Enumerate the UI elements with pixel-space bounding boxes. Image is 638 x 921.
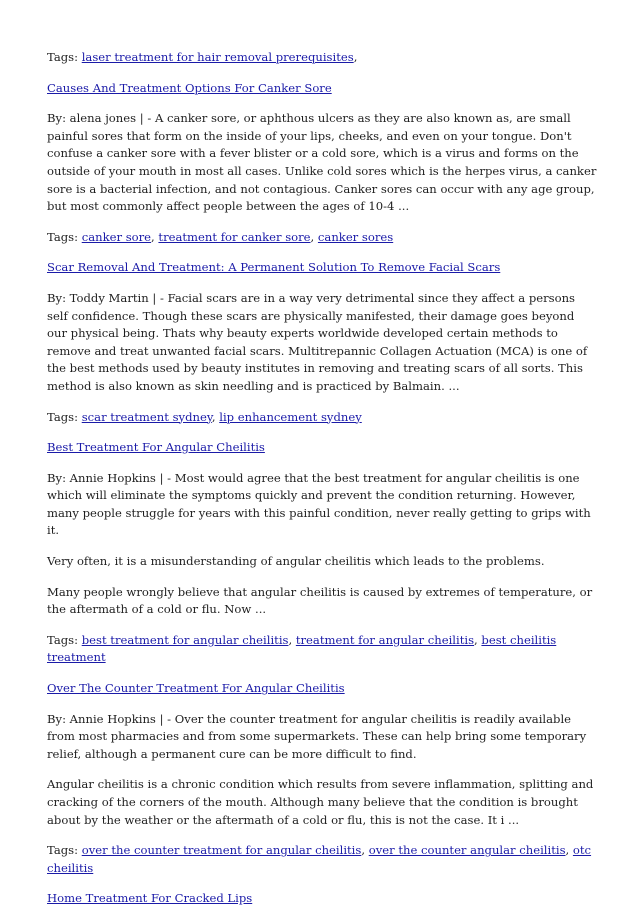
tags-label: Tags:: [47, 632, 79, 647]
tag-link[interactable]: over the counter angular cheilitis: [368, 843, 566, 858]
tag-link[interactable]: canker sore: [81, 229, 152, 244]
tag-link[interactable]: otc cheilitis: [47, 843, 592, 875]
tags-label: Tags:: [47, 409, 79, 424]
article-excerpt: Many people wrongly believe that angular cheilitis is caused by extremes of temperature, or the aftermath of a cold or flu. Now ...: [47, 584, 593, 617]
tags-line: Tags: laser treatment for hair removal prerequisites,: [47, 50, 358, 64]
article-excerpt: By: Toddy Martin | - Facial scars are in a way very detrimental since they affect a persons self confidence. Though these scars are physically manifested, their damage goes beyond our physical being. Thats why beauty experts worldwide developed certain methods to remove and treat unwanted facial scars. Multitrepannic Collagen Actuation (MCA) is one of the best methods used by beauty institutes in removing and treating scars of all sorts. This method is also known as skin needling and is practiced by Balmain. ...: [47, 290, 588, 393]
tags-line: Tags: scar treatment sydney, lip enhancement sydney: [47, 409, 362, 424]
article-title-link: [47, 890, 597, 908]
article-title[interactable]: Scar Removal And Treatment: A Permanent Solution To Remove Facial Scars: [47, 260, 501, 275]
article-title[interactable]: Best Treatment For Angular Cheilitis: [47, 440, 265, 455]
article-title-link: [47, 259, 597, 277]
tag-link[interactable]: over the counter treatment for angular cheilitis: [81, 843, 362, 858]
tags-line: Tags: best treatment for angular cheilitis, treatment for angular cheilitis, best cheilitis treatment: [47, 632, 557, 665]
article-title-link: [47, 80, 597, 98]
tag-link[interactable]: scar treatment sydney: [81, 409, 212, 424]
tag-link[interactable]: treatment for canker sore: [158, 229, 311, 244]
article-excerpt: By: Annie Hopkins | - Most would agree that the best treatment for angular cheilitis is one which will eliminate the symptoms quickly and prevent the condition returning. However, many people struggle for years with this painful condition, never really getting to grips with it.: [47, 470, 591, 538]
article-title-link: [47, 680, 597, 698]
article-excerpt: By: alena jones | - A canker sore, or aphthous ulcers as they are also known as, are small painful sores that form on the inside of your lips, cheeks, and even on your tongue. Don't confuse a canker sore with a fever blister or a cold sore, which is a virus and forms on the outside of your mouth in most all cases. Unlike cold sores which is the herpes virus, a canker sore is a bacterial infection, and not contagious. Canker sores can occur with any age group, but most commonly affect people between the ages of 10-4 ...: [47, 111, 597, 214]
article-excerpt: By: Annie Hopkins | - Over the counter treatment for angular cheilitis is readily available from most pharmacies and from some supermarkets. These can help bring some temporary relief, although a permanent cure can be more difficult to find.: [47, 711, 587, 761]
tags-label: Tags:: [47, 229, 79, 244]
article-excerpt: Angular cheilitis is a chronic condition which results from severe inflammation, splitting and cracking of the corners of the mouth. Although many believe that the condition is brought about by the weather or the aftermath of a cold or flu, this is not the case. It i ...: [47, 777, 594, 827]
article-title[interactable]: Over The Counter Treatment For Angular Cheilitis: [47, 681, 345, 696]
article-title[interactable]: Home Treatment For Cracked Lips: [47, 891, 253, 906]
tag-link[interactable]: best treatment for angular cheilitis: [81, 632, 289, 647]
tag-link[interactable]: laser treatment for hair removal prerequisites: [81, 50, 354, 64]
tag-link[interactable]: lip enhancement sydney: [219, 409, 362, 424]
tag-link[interactable]: treatment for angular cheilitis: [295, 632, 475, 647]
tags-line: Tags: over the counter treatment for angular cheilitis, over the counter angular cheilitis, otc cheilitis: [47, 843, 592, 875]
article-list: [47, 49, 597, 921]
article-excerpt: Very often, it is a misunderstanding of angular cheilitis which leads to the problems.: [47, 554, 545, 569]
tags-label: Tags:: [47, 843, 79, 858]
tag-link[interactable]: canker sores: [317, 229, 394, 244]
tags-line: Tags: canker sore, treatment for canker sore, canker sores: [47, 229, 394, 244]
tags-label: Tags:: [47, 50, 79, 64]
article-title-link: [47, 439, 597, 457]
tag-link[interactable]: best cheilitis treatment: [47, 632, 557, 665]
article-title[interactable]: Causes And Treatment Options For Canker Sore: [47, 80, 332, 95]
